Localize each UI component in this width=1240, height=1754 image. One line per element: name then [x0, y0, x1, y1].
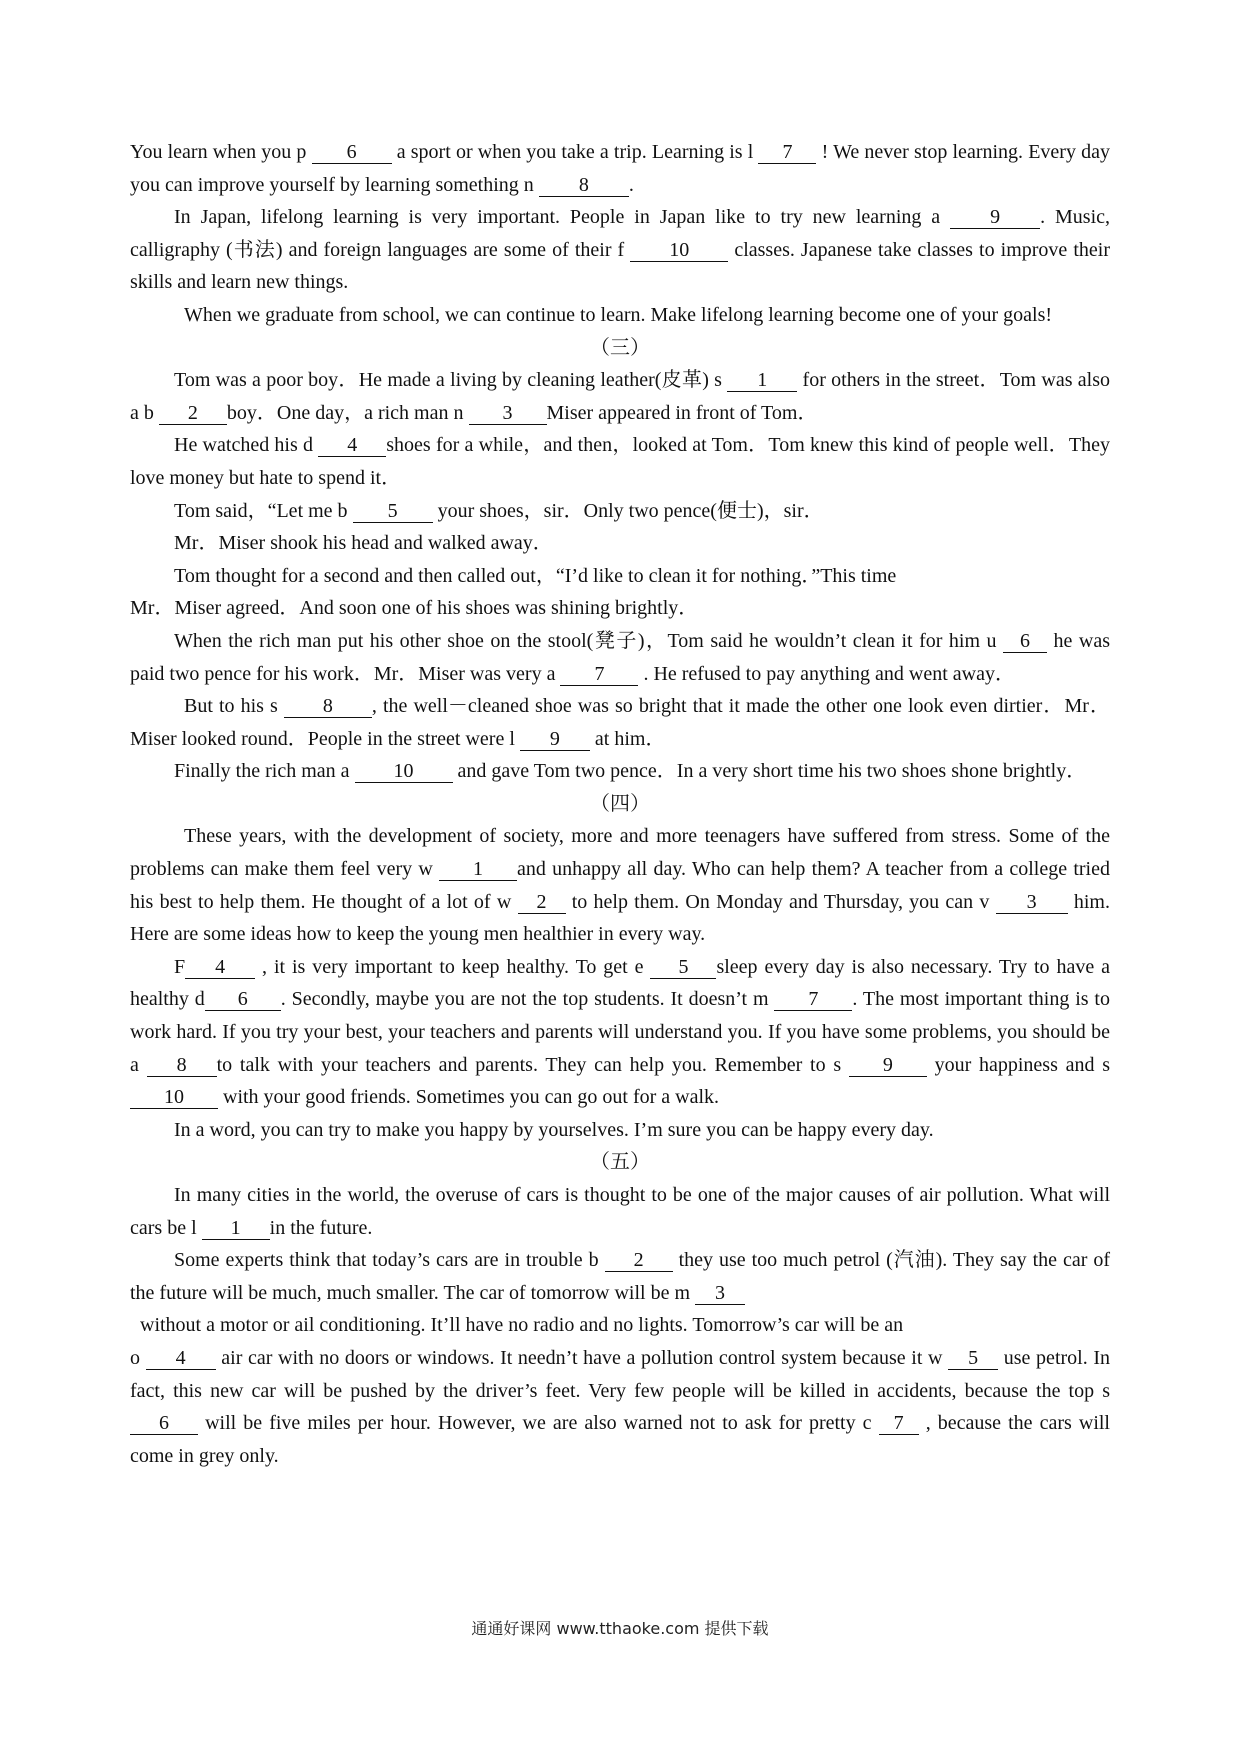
section-5-paragraph-1: In many cities in the world, the overuse of cars is thought to be one of the major causes of air pollution. What will cars be l 1 in the future.: [130, 1184, 1110, 1239]
section-3-paragraph-7: But to his s 8 , the well－cleaned shoe was so bright that it made the other one look even dirtier．Mr．Miser looked round．People in the street were l 9 at him．: [130, 695, 1110, 750]
blank-4[interactable]: 4: [146, 1347, 216, 1370]
blank-6[interactable]: 6: [130, 1412, 198, 1435]
blank-10[interactable]: 10: [630, 239, 728, 262]
blank-8[interactable]: 8: [147, 1054, 217, 1077]
blank-8[interactable]: 8: [284, 695, 372, 718]
blank-2[interactable]: 2: [159, 402, 227, 425]
blank-6[interactable]: 6: [312, 141, 392, 164]
section-4-heading: （四）: [590, 792, 650, 815]
blank-4[interactable]: 4: [185, 956, 255, 979]
blank-10[interactable]: 10: [130, 1086, 218, 1109]
blank-1[interactable]: 1: [202, 1217, 270, 1240]
blank-5[interactable]: 5: [353, 500, 433, 523]
page-footer: 通通好课网 www.tthaoke.com 提供下载: [471, 1619, 769, 1638]
blank-7[interactable]: 7: [758, 141, 816, 164]
section-4-paragraph-3: In a word, you can try to make you happy by yourselves. I’m sure you can be happy every day.: [174, 1118, 934, 1141]
blank-7[interactable]: 7: [774, 988, 852, 1011]
blank-9[interactable]: 9: [520, 728, 590, 751]
section-3-paragraph-1: Tom was a poor boy．He made a living by cleaning leather(皮革) s 1 for others in the street．Tom was also a b 2 boy．One day，a rich man n 3 Miser appeared in front of Tom．: [130, 369, 1110, 424]
blank-3[interactable]: 3: [469, 402, 547, 425]
blank-9[interactable]: 9: [849, 1054, 927, 1077]
section-3-paragraph-5-continued: Mr．Miser agreed．And soon one of his shoes was shining brightly．: [130, 597, 699, 620]
blank-1[interactable]: 1: [439, 858, 517, 881]
section-3-paragraph-2: He watched his d 4 shoes for a while，and then，looked at Tom．Tom knew this kind of people well．They love money but hate to spend it．: [130, 434, 1110, 489]
blank-2[interactable]: 2: [518, 891, 566, 914]
blank-7[interactable]: 7: [879, 1412, 919, 1435]
document-body: [130, 136, 1110, 1472]
section-3-heading: （三）: [590, 336, 650, 359]
passage2-paragraph-2: In Japan, lifelong learning is very important. People in Japan like to try new learning a 9 . Music, calligraphy (书法) and foreign languages are some of their f 10 classes. Japanese take classes to improve their skills and learn new things.: [130, 206, 1110, 294]
section-3-paragraph-8: Finally the rich man a 10 and gave Tom two pence．In a very short time his two shoes shone brightly．: [174, 760, 1087, 783]
section-5-paragraph-2: Some experts think that today’s cars are in trouble b 2 they use too much petrol (汽油). They say the car of the future will be much, much smaller. The car of tomorrow will be m 3: [130, 1249, 1110, 1304]
passage2-paragraph-1: You learn when you p 6 a sport or when you take a trip. Learning is l 7 ! We never stop learning. Every day you can improve yourself by learning something n 8 .: [130, 141, 1110, 196]
section-3-paragraph-5: Tom thought for a second and then called out，“I’d like to clean it for nothing．”This time: [174, 564, 897, 587]
blank-5[interactable]: 5: [650, 956, 716, 979]
section-4-paragraph-2: F 4 , it is very important to keep healthy. To get e 5 sleep every day is also necessary. Try to have a healthy d 6 . Secondly, maybe you are not the top students. It doesn’t m 7 . The most important thing is to work hard. If you try your best, your teachers and parents will understand you. If you have some problems, you should be a 8 to talk with your teachers and parents. They can help you. Remember to s 9 your happiness and s 10 with your good friends. Sometimes you can go out for a walk.: [130, 955, 1111, 1109]
blank-6[interactable]: 6: [1003, 630, 1047, 653]
blank-4[interactable]: 4: [318, 434, 386, 457]
blank-8[interactable]: 8: [539, 174, 629, 197]
section-3-paragraph-3: Tom said，“Let me b 5 your shoes，sir．Only two pence(便士)，sir．: [174, 499, 824, 522]
section-5-heading: （五）: [590, 1151, 650, 1174]
passage2-paragraph-3: When we graduate from school, we can continue to learn. Make lifelong learning become one of your goals!: [184, 303, 1053, 326]
section-3-paragraph-4: Mr．Miser shook his head and walked away．: [174, 532, 553, 555]
blank-3[interactable]: 3: [996, 891, 1068, 914]
blank-3[interactable]: 3: [695, 1282, 745, 1305]
blank-10[interactable]: 10: [355, 760, 453, 783]
blank-1[interactable]: 1: [727, 369, 797, 392]
blank-7[interactable]: 7: [560, 663, 638, 686]
section-5-paragraph-2-continued: without a motor or ail conditioning. It’ll have no radio and no lights. Tomorrow’s car will be an: [140, 1314, 904, 1337]
section-5-paragraph-3: o 4 air car with no doors or windows. It needn’t have a pollution control system because it w 5 use petrol. In fact, this new car will be pushed by the driver’s feet. Very few people will be killed in accidents, because the top s 6 will be five miles per hour. However, we are also warned not to ask for pretty c 7 , because the cars will come in grey only.: [130, 1346, 1111, 1467]
blank-5[interactable]: 5: [948, 1347, 998, 1370]
blank-6[interactable]: 6: [205, 988, 281, 1011]
section-4-paragraph-1: These years, with the development of society, more and more teenagers have suffered from stress. Some of the problems can make them feel very w 1 and unhappy all day. Who can help them? A teacher from a college tried his best to help them. He thought of a lot of w 2 to help them. On Monday and Thursday, you can v 3 him. Here are some ideas how to keep the young men healthier in every way.: [130, 825, 1110, 946]
blank-9[interactable]: 9: [950, 206, 1040, 229]
section-3-paragraph-6: When the rich man put his other shoe on the stool(凳子)，Tom said he wouldn’t clean it for him u 6 he was paid two pence for his work．Mr．Miser was very a 7 . He refused to pay anything and went away．: [130, 629, 1111, 685]
blank-2[interactable]: 2: [605, 1249, 673, 1272]
